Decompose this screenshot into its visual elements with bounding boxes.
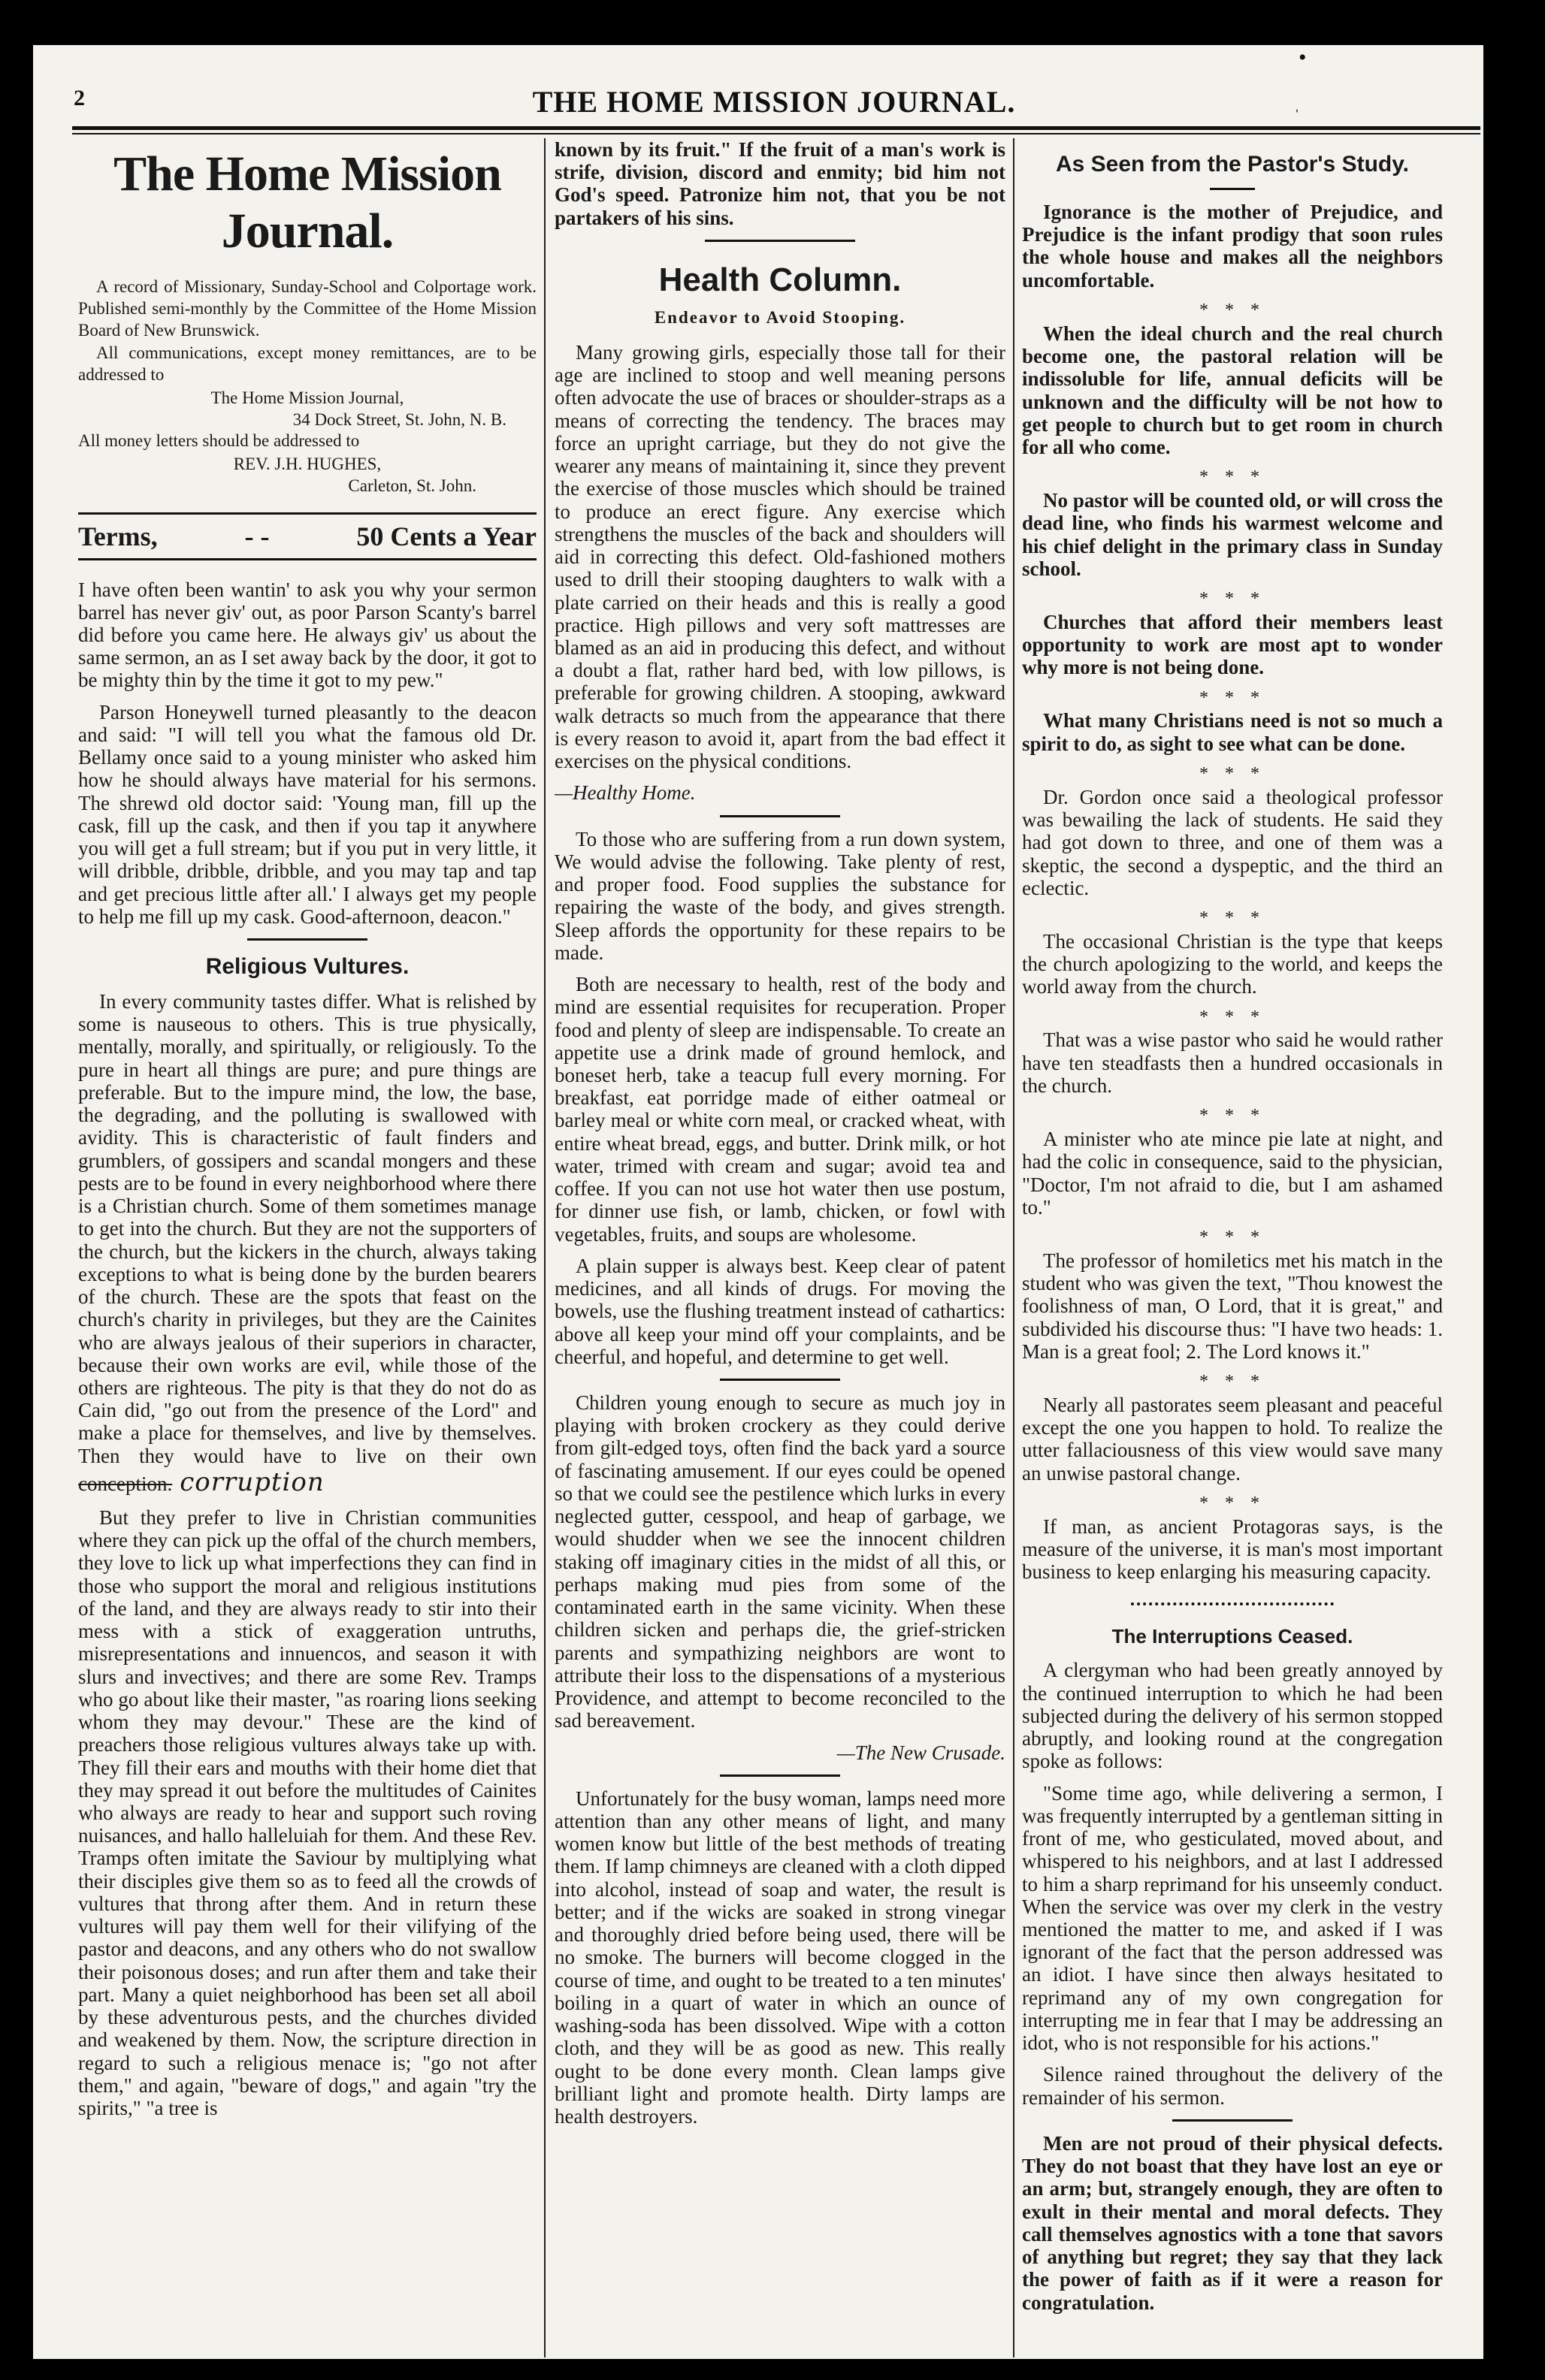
asterism: * * * xyxy=(1199,1106,1265,1126)
separator-rule xyxy=(1210,188,1255,190)
separator-rule xyxy=(705,240,855,242)
article-heading: The Interruptions Ceased. xyxy=(1111,1625,1353,1648)
paragraph-text: In every community tastes differ. What is relished by some is nauseous to others. This is true physically, mentally, morally, and spiritually, or religiously. To the pure in heart all things are pure; and pure things are preferable. But to the impure mind, the low, the base, the degrading, and the polluting is swallowed with avidity. This is characteristic of fault finders and grumblers, of gossipers and scandal mongers and these pests are to be found in every neighborhood where there is a Christian church. Some of them sometimes manage to get into the church. But they are not the supporters of the church, but the kickers in the church, always taking exceptions to what is being done by the burden bearers of the church. These are the spots that feast on the church's charity in privileges, but they are the Cainites who are always jealous of their superiors in character, because their own works are evil, while those of the others are righteous. The pity is that they do not do as Cain did, "go out from the presence of the Lord" and make a place for themselves, and live by themselves. Then they would have to live on their own xyxy=(78,990,537,1467)
separator-rule xyxy=(1172,2119,1293,2122)
asterism: * * * xyxy=(1199,908,1265,928)
study-note: Churches that afford their members least opportunity to work are most apt to wonder why more is not being done. xyxy=(1022,610,1443,679)
asterism: * * * xyxy=(1199,1227,1265,1247)
masthead-address-name: The Home Mission Journal, xyxy=(210,388,404,407)
masthead-info xyxy=(78,276,537,497)
dotted-separator xyxy=(1131,1602,1334,1605)
article-paragraph: Silence rained throughout the delivery of the remainder of his sermon. xyxy=(1022,2063,1443,2109)
masthead-address-street: 34 Dock Street, St. John, N. B. xyxy=(292,409,506,429)
terms-dashes: - - xyxy=(244,521,270,551)
study-note: Nearly all pastorates seem pleasant and peaceful except the one you happen to hold. To realize the utter fallaciousness of this view would save many an unwise pastoral change. xyxy=(1022,1393,1443,1484)
terms-price: 50 Cents a Year xyxy=(356,521,537,551)
terms-bar xyxy=(78,512,537,560)
terms-label: Terms, xyxy=(78,521,158,551)
ink-speck: ˌ xyxy=(1294,93,1300,113)
section-heading: Health Column. xyxy=(658,261,902,298)
asterism: * * * xyxy=(1199,467,1265,488)
article-heading: Religious Vultures. xyxy=(205,954,410,980)
masthead-money-name: REV. J.H. HUGHES, xyxy=(233,455,382,473)
handwritten-correction: corruption xyxy=(180,1466,325,1497)
article-paragraph: Unfortunately for the busy woman, lamps need more attention than any other means of light, and many women know but little of the best methods of treating them. If lamp chimneys are cleaned with a cloth dipped into alcohol, instead of soap and water, the result is better; and if the wicks are soaked in strong vinegar and thoroughly dried before being used, there will be no smoke. The burners will become clogged in the course of time, and ought to be treated to a ten minutes' boiling in a quart of water in which an ounce of washing-soda has been dissolved. Wipe with a cotton cloth, and they will be as good as new. This really ought to be done every month. Clean lamps give brilliant light and promote health. Dirty lamps are health destroyers. xyxy=(555,1787,1005,2128)
article-paragraph: Many growing girls, especially those tall for their age are inclined to stoop and well meaning persons often advocate the use of braces or shoulder-straps as a means of correcting the tendency. The braces may force an upright carriage, but they do not give the wearer any means of maintaining it, since they prevent the exercise of those muscles which should be trained to produce an erect figure. Any exercise which strengthens the muscles of the back and shoulders will aid in correcting this defect. Old-fashioned mothers used to drill their stooping daughters to walk with a plate carried on their heads and this is really a good practice. High pillows and very soft mattresses are blamed as an aid in producing this defect, and without a doubt a flat, rather hard bed, with low pillows, is preferable for growing children. A stooping, awkward walk detracts so much from the appearance that there is every reason to avoid it, apart from the bad effect it exercises on the physical conditions. xyxy=(555,340,1005,773)
running-head: THE HOME MISSION JOURNAL. xyxy=(532,85,1016,119)
ornamental-rule xyxy=(247,938,367,941)
separator-rule xyxy=(720,1379,840,1381)
study-note: The professor of homiletics met his match in the student who was given the text, "Thou knowest the foolishness of man, O Lord, that it is great," and subdivided his discourse thus: "I have two heads: 1. Man is a great fool; 2. The Lord knows it." xyxy=(1022,1249,1443,1363)
ink-speck: • xyxy=(1299,45,1307,70)
study-note: When the ideal church and the real church become one, the pastoral relation will be indissoluble for life, annual deficits will be unknown and the difficulty will be not how to get people to church but to get room in church for all who come. xyxy=(1022,322,1443,458)
article-subheading: Endeavor to Avoid Stooping. xyxy=(654,307,906,327)
study-note: Ignorance is the mother of Prejudice, and Prejudice is the infant prodigy that soon rules the whole house and makes all the neighbors uncomfortable. xyxy=(1022,201,1443,291)
column-1 xyxy=(78,138,537,2362)
article-paragraph: Both are necessary to health, rest of the body and mind are essential requisites for recuperation. Proper food and plenty of sleep are indispensable. To create an appetite use a drink made of ground hemlock, and boneset herb, take a teacup full every morning. For breakfast, eat porridge made of either oatmeal or barley meal or white corn meal, or cracked wheat, with entire wheat bread, eggs, and butter. Drink milk, or hot water, trimed with cream and sugar; avoid tea and coffee. If you can not use hot water then use postum, for dinner use fish, or lamb, chicken, or fowl with vegetables, fruits, and soups are wholesome. xyxy=(555,973,1005,1246)
article-credit: —The New Crusade. xyxy=(836,1741,1005,1764)
struck-word: conception. xyxy=(78,1472,173,1495)
asterism: * * * xyxy=(1199,1372,1265,1392)
article-paragraph xyxy=(78,990,537,1497)
masthead-description: A record of Missionary, Sunday-School and Colportage work. Published semi-monthly by the Committee of the Home Mission Board of New Brunswick. xyxy=(78,277,537,340)
masthead-money-place: Carleton, St. John. xyxy=(348,476,476,495)
article-paragraph: Children young enough to secure as much joy in playing with broken crockery as they could derive from gilt-edged toys, often find the back yard a source of fascinating amusement. If our eyes could be opened so that we could see the pestilence which lurks in every neglected gutter, cesspool, and heap of garbage, we would shudder when we see the innocent children staking off imaginary cities in the midst of all this, or perhaps making mud pies from some of the contaminated earth in the same vicinity. When these children sicken and perhaps die, the grief-stricken parents and sympathizing neighbors are wont to attribute their loss to the dispensations of a mysterious Providence, and attempt to become reconciled to the sad bereavement. xyxy=(555,1391,1005,1732)
asterism: * * * xyxy=(1199,1007,1265,1027)
asterism: * * * xyxy=(1199,763,1265,784)
article-paragraph: A clergyman who had been greatly annoyed by the continued interruption to which he had been subjected during the delivery of his sermon stopped abruptly, and looking round at the congregation spoke as follows: xyxy=(1022,1659,1443,1773)
study-note: The occasional Christian is the type that keeps the church apologizing to the world, and keeps the world away from the church. xyxy=(1022,929,1443,998)
asterism: * * * xyxy=(1199,300,1265,320)
masthead-title: The Home Mission Journal. xyxy=(113,146,501,258)
article-credit: —Healthy Home. xyxy=(555,781,696,805)
column-2 xyxy=(555,138,1005,2362)
article-paragraph: A plain supper is always best. Keep clear of patent medicines, and all kinds of drugs. For moving the bowels, use the flushing treatment instead of cathartics: above all keep your mind off your complaints, and be cheerful, and hopeful, and determine to get well. xyxy=(555,1254,1005,1368)
asterism: * * * xyxy=(1199,589,1265,609)
study-note: What many Christians need is not so much a spirit to do, as sight to see what can be done. xyxy=(1022,709,1443,755)
separator-rule xyxy=(720,815,840,817)
separator-rule xyxy=(720,1774,840,1777)
column-3 xyxy=(1022,138,1443,2362)
article-paragraph: known by its fruit." If the fruit of a man's work is strife, division, discord and enmity; bid him not God's speed. Patronize him not, that you be not partakers of his sins. xyxy=(555,138,1005,229)
column-divider xyxy=(1013,138,1014,2357)
masthead-communications: All communications, except money remittances, are to be addressed to xyxy=(78,343,537,384)
study-note: That was a wise pastor who said he would rather have ten steadfasts then a hundred occasionals in the church. xyxy=(1022,1028,1443,1097)
article-paragraph: Parson Honeywell turned pleasantly to the deacon and said: "I will tell you what the famous old Dr. Bellamy once said to a young minister who asked him how he should always have material for his sermons. The shrewd old doctor said: 'Young man, fill up the cask, fill up the cask, and then if you tap it anywhere you will get a full stream; but if you put in very little, it will dribble, dribble, dribble, and you may tap and tap and get precious little after all.' I always get my people to help me fill up my cask. Good-afternoon, deacon." xyxy=(78,700,537,928)
page-number: 2 xyxy=(74,86,85,110)
article-paragraph: To those who are suffering from a run down system, We would advise the following. Take plenty of rest, and proper food. Food supplies the substance for repairing the waste of the body, and gives strength. Sleep affords the opportunity for these repairs to be made. xyxy=(555,827,1005,964)
column-divider xyxy=(544,138,546,2357)
header-rule xyxy=(72,126,1480,134)
study-note: A minister who ate mince pie late at night, and had the colic in consequence, said to the physician, "Doctor, I'm not afraid to die, but I am ashamed to." xyxy=(1022,1128,1443,1219)
asterism: * * * xyxy=(1199,1493,1265,1513)
study-note: No pastor will be counted old, or will cross the dead line, who finds his warmest welcome and his chief delight in the primary class in Sunday school. xyxy=(1022,489,1443,580)
article-paragraph: I have often been wantin' to ask you why your sermon barrel has never giv' out, as poor Parson Scanty's barrel did before you came here. He always giv' us about the same sermon, an as I set away back by the door, it got to be mighty thin by the time it got to my pew." xyxy=(78,578,537,692)
section-heading: As Seen from the Pastor's Study. xyxy=(1055,152,1410,177)
article-paragraph: Men are not proud of their physical defects. They do not boast that they have lost an eye or an arm; but, strangely enough, they are often to exult in their mental and moral defects. They call themselves agnostics with a tone that savors of anything but regret; they say that they lack the power of faith as if it were a reason for congratulation. xyxy=(1022,2131,1443,2314)
article-paragraph: But they prefer to live in Christian communities where they can pick up the offal of the church members, they love to lick up what imperfections they can find in those who support the moral and religious institutions of the land, and they are always ready to stir into their mess with a stick of exaggeration untruths, misrepresentations and innuencos, and season it with slurs and invectives; and there are some Rev. Tramps who go about like their master, "as roaring lions seeking whom they may devour." These are the kind of preachers those religious vultures always take up with. They fill their ears and mouths with their home diet that they may spread it out before the multitudes of Cainites who always are ready to hear and support such roving nuisances, and hallo halleluiah for them. And these Rev. Tramps often imitate the Saviour by multiplying what their disciples give them so as to feed all the crowds of vultures that throng after them. And in return these vultures will pay them well for their vilifying of the pastor and deacons, and any others who do not swallow their poisonous doses; and run after them and take their part. Many a quiet neighborhood has been set all aboil by these adventurous pests, and the churches divided and weakened by them. Now, the scripture direction in regard to such a religious menace is; "go not after them," and again, "beware of dogs," and again "try the spirits," "a tree is xyxy=(78,1506,537,2120)
study-note: If man, as ancient Protagoras says, is the measure of the universe, it is man's most important business to keep enlarging his measuring capacity. xyxy=(1022,1515,1443,1584)
study-note: Dr. Gordon once said a theological professor was bewailing the lack of students. He said they had got down to three, and one of them was a skeptic, the second a dyspeptic, and the third an eclectic. xyxy=(1022,785,1443,899)
masthead-money-note: All money letters should be addressed to xyxy=(78,431,360,451)
article-paragraph: "Some time ago, while delivering a sermon, I was frequently interrupted by a gentleman sitting in front of me, who gesticulated, moved about, and whispered to his neighbors, and at last I addressed to him a sharp reprimand for his unseemly conduct. When the service was over my clerk in the vestry mentioned the matter to me, and asked if I was ignorant of the fact that the person addressed was an idiot. I have since then always hesitated to reprimand any of my own congregation for interrupting me in fear that I may be addressing an idot, who is not responsible for his actions." xyxy=(1022,1781,1443,2055)
asterism: * * * xyxy=(1199,687,1265,708)
